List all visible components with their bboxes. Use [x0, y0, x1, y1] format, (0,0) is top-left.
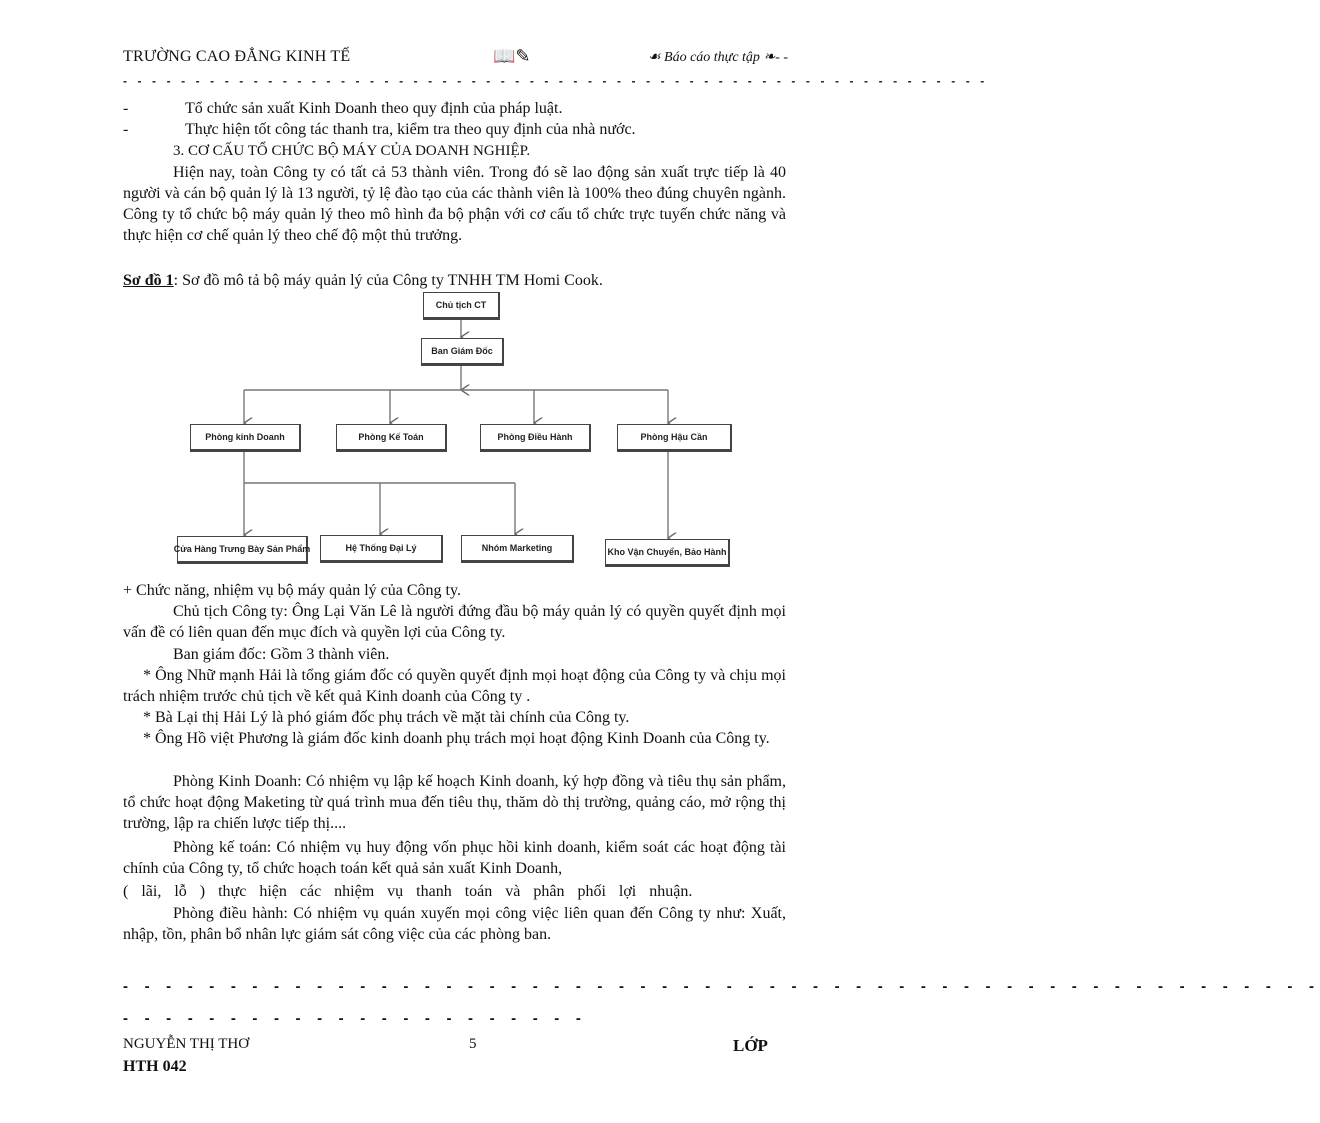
chairman-paragraph: Chủ tịch Công ty: Ông Lại Văn Lê là người đứng đầu bộ máy quản lý có quyền quyết định mọi vấn đề có liên quan đến mục đích và quyền lợi của Công ty. [123, 603, 786, 641]
business-dept-paragraph: Phòng Kinh Doanh: Có nhiệm vụ lập kế hoạch Kinh doanh, ký hợp đồng và tiêu thụ sản phẩm, tổ chức hoạt động Maketing từ quá trình mua đến tiêu thụ, thăm dò thị trường, quảng cáo, mở rộng thị trường, lập ra chiến lược tiếp thị.... [123, 773, 786, 832]
bullet-mark: - [123, 121, 129, 138]
functions-title: + Chức năng, nhiệm vụ bộ máy quản lý của Công ty. [123, 582, 461, 599]
org-box-business-dept: Phòng kinh Doanh [190, 424, 301, 452]
header-divider: - - - - - - - - - - - - - - - - - - - - - - - - - - - - - - - - - - - - - - - - - - - - - - - - - - - - - - - - - - - - [123, 74, 988, 88]
accounting-dept-paragraph-cont: ( lãi, lỗ ) thực hiện các nhiệm vụ thanh toán và phân phối lợi nhuận. [123, 883, 693, 900]
footer-divider-short: - - - - - - - - - - - - - - - - - - - - - - [123, 1010, 588, 1027]
section-heading: 3. CƠ CẤU TỔ CHỨC BỘ MÁY CỦA DOANH NGHIỆP. [173, 143, 531, 159]
org-box-accounting-dept: Phòng Kế Toán [336, 424, 447, 452]
bullet-text: Tổ chức sản xuất Kinh Doanh theo quy định của pháp luật. [185, 100, 563, 117]
board-member: * Ông Nhữ mạnh Hải là tổng giám đốc có quyền quyết định mọi hoạt động của Công ty và chịu mọi trách nhiệm trước chủ tịch về kết quả Kinh doanh của Công ty . [123, 667, 786, 705]
board-member: * Ông Hồ việt Phương là giám đốc kinh doanh phụ trách mọi hoạt động Kinh Doanh của Công ty. [143, 730, 770, 747]
board-member: * Bà Lại thị Hải Lý là phó giám đốc phụ trách về mặt tài chính của Công ty. [143, 709, 630, 726]
org-box-warehouse: Kho Vận Chuyển, Bảo Hành [605, 539, 730, 567]
org-box-marketing: Nhóm Marketing [461, 535, 574, 563]
footer-author: NGUYỄN THỊ THƠ [123, 1036, 250, 1052]
org-box-showroom: Cửa Hàng Trưng Bày Sản Phẩm [177, 536, 308, 564]
right-ornament-icon: ❧- - [763, 50, 788, 65]
org-box-logistics-dept: Phòng Hậu Cần [617, 424, 732, 452]
org-box-chairman: Chủ tịch CT [423, 292, 500, 320]
org-chart [173, 290, 740, 570]
board-line: Ban giám đốc: Gồm 3 thành viên. [173, 646, 390, 663]
bullet-mark: - [123, 100, 129, 117]
diagram-caption-text: : Sơ đồ mô tả bộ máy quản lý của Công ty TNHH TM Homi Cook. [173, 272, 603, 289]
diagram-caption-label: Sơ đồ 1 [123, 272, 174, 289]
bullet-text: Thực hiện tốt công tác thanh tra, kiểm tra theo quy định của nhà nước. [185, 121, 636, 138]
left-ornament-icon: ☙ [647, 50, 661, 65]
school-name: TRƯỜNG CAO ĐẲNG KINH TẾ [123, 48, 351, 65]
footer-page-number: 5 [469, 1036, 477, 1052]
report-label: Báo cáo thực tập [664, 50, 760, 65]
operations-dept-paragraph: Phòng điều hành: Có nhiệm vụ quán xuyến mọi công việc liên quan đến Công ty như: Xuất, nhập, tồn, phân bổ nhân lực giám sát công việc của các phòng ban. [123, 905, 786, 943]
diagram-caption [123, 270, 786, 291]
intro-paragraph: Hiện nay, toàn Công ty có tất cả 53 thành viên. Trong đó sẽ lao động sản xuất trực tiếp là 40 người và cán bộ quản lý là 13 người, tỷ lệ đào tạo của các thành viên là 100% theo đúng chuyên ngành. Công ty tổ chức bộ máy quản lý theo mô hình đa bộ phận với cơ cấu tổ chức trực tuyến chức năng và thực hiện cơ chế quản lý theo chế độ một thủ trưởng. [123, 164, 786, 244]
org-box-operations-dept: Phòng Điều Hành [480, 424, 591, 452]
page-header [123, 48, 788, 72]
footer-class-label: LỚP [733, 1036, 768, 1055]
accounting-dept-paragraph: Phòng kế toán: Có nhiệm vụ huy động vốn phục hồi kinh doanh, kiểm soát các hoạt động tài chính của Công ty, tổ chức hoạch toán kết quả sản xuất Kinh Doanh, [123, 839, 786, 877]
footer-class-code: HTH 042 [123, 1058, 187, 1075]
org-box-agent-system: Hệ Thống Đại Lý [320, 535, 443, 563]
footer-divider: - - - - - - - - - - - - - - - - - - - - - - - - - - - - - - - - - - - - - - - - - - - - - - - - - - - - - - - - [123, 978, 1320, 995]
report-label-group [648, 49, 788, 66]
org-box-board: Ban Giám Đốc [421, 338, 504, 366]
book-pen-icon: 📖✎ [493, 46, 531, 66]
